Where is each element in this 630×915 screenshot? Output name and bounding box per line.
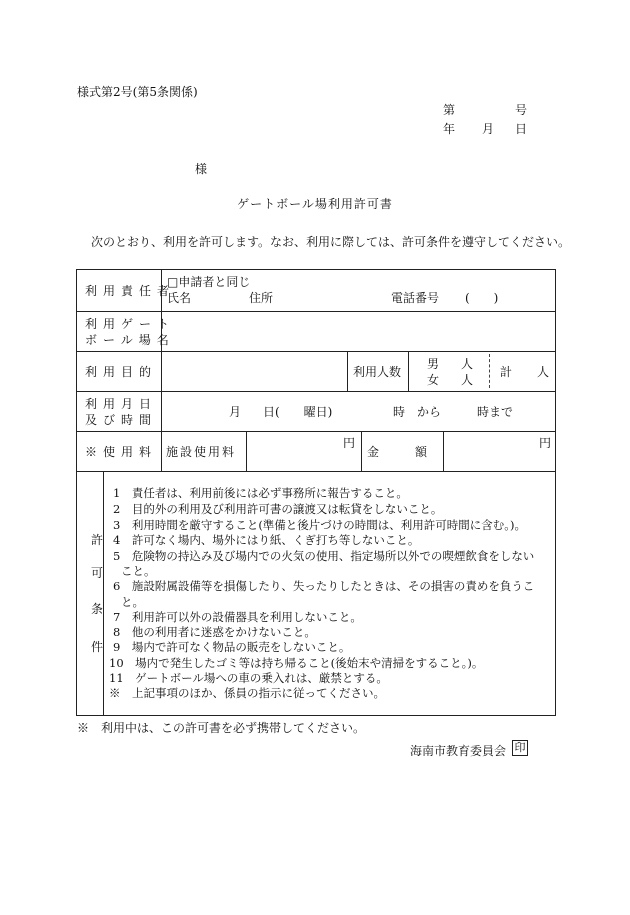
form-number: 様式第2号(第5条関係) [77,85,198,99]
amount-yen: 円 [539,436,552,450]
row-divider [77,311,555,312]
male-unit: 人 [461,357,474,371]
permit-table [76,269,556,716]
condition-item-continued: こと。 [121,564,156,578]
col-divider [443,431,444,471]
addressee-suffix: 様 [195,162,208,176]
facility-fee-yen: 円 [343,436,356,450]
amount-label: 金 額 [367,445,428,459]
datetime-month: 月 [229,405,242,419]
venue-label-line1: 利用ゲート [85,317,176,331]
condition-item: ※ 上記事項のほか、係員の指示に従ってください。 [109,686,385,700]
document-title: ゲートボール場利用許可書 [237,197,393,211]
count-label: 利用人数 [353,365,402,379]
total-label: 計 [500,365,513,379]
name-label: 氏名 [167,291,192,305]
intro-text: 次のとおり、利用を許可します。なお、利用に際しては、許可条件を遵守してください。 [91,235,571,249]
datetime-label-line2: 及び時間 [85,413,158,427]
row-divider [77,391,555,392]
responsible-label: 利用責任者 [85,284,176,298]
col-divider [361,431,362,471]
datetime-label-line1: 利用月日 [85,397,158,411]
dashed-divider [489,354,490,388]
row-divider [77,431,555,432]
female-label: 女 [427,373,440,387]
phone-paren: ( ) [465,291,499,305]
conditions-label-char: 可 [91,566,104,580]
col-divider [408,351,409,391]
conditions-label-divider [103,471,104,715]
condition-item: 3 利用時間を厳守すること(準備と後片づけの時間は、利用許可時間に含む。)。 [113,518,527,532]
datetime-until: 時まで [477,405,514,419]
col-divider [347,351,348,391]
condition-item-continued: と。 [121,595,144,609]
row-divider [77,471,555,472]
number-label: 第 [443,103,456,117]
purpose-label: 利用目的 [85,365,158,379]
female-unit: 人 [461,373,474,387]
address-label: 住所 [249,291,274,305]
issuer-name: 海南市教育委員会 [410,744,507,758]
condition-item: 9 場内で許可なく物品の販売をしないこと。 [113,640,351,654]
fee-label: ※使用料 [85,445,158,459]
label-column-divider [161,270,162,471]
male-label: 男 [427,357,440,371]
condition-item: 10 場内で発生したゴミ等は持ち帰ること(後始末や清掃をすること。)。 [109,656,484,670]
venue-label-line2: ボール場名 [85,333,175,347]
carry-note: ※ 利用中は、この許可書を必ず携帯してください。 [77,721,366,735]
date-month: 月 [482,122,495,136]
conditions-label-char: 条 [91,602,104,616]
condition-item: 1 責任者は、利用前後には必ず事務所に報告すること。 [113,486,408,500]
col-divider [246,431,247,471]
datetime-from: 時 から [393,405,442,419]
conditions-label-char: 許 [91,533,104,547]
condition-item: 2 目的外の利用及び利用許可書の譲渡又は転貸をしないこと。 [113,502,443,516]
condition-item: 4 許可なく場内、場外にはり紙、くぎ打ち等しないこと。 [113,533,420,547]
seal-stamp: 印 [512,740,528,756]
row-divider [77,351,555,352]
same-as-applicant-checkbox[interactable]: □申請者と同じ [167,275,251,289]
number-suffix: 号 [515,103,528,117]
total-unit: 人 [537,365,550,379]
date-year: 年 [443,122,456,136]
condition-item: 5 危険物の持込み及び場内での火気の使用、指定場所以外での喫煙飲食をしない [113,549,535,563]
phone-label: 電話番号 [391,291,440,305]
facility-fee-label: 施設使用料 [166,445,237,459]
datetime-day-weekday: 日( 曜日) [263,405,333,419]
conditions-label-char: 件 [91,640,104,654]
date-day: 日 [515,122,528,136]
condition-item: 6 施設附属設備等を損傷したり、失ったりしたときは、その損害の責めを負うこ [113,579,535,593]
condition-item: 11 ゲートボール場への車の乗入れは、厳禁とする。 [109,671,388,685]
condition-item: 7 利用許可以外の設備器具を利用しないこと。 [113,610,362,624]
condition-item: 8 他の利用者に迷惑をかけないこと。 [113,625,316,639]
